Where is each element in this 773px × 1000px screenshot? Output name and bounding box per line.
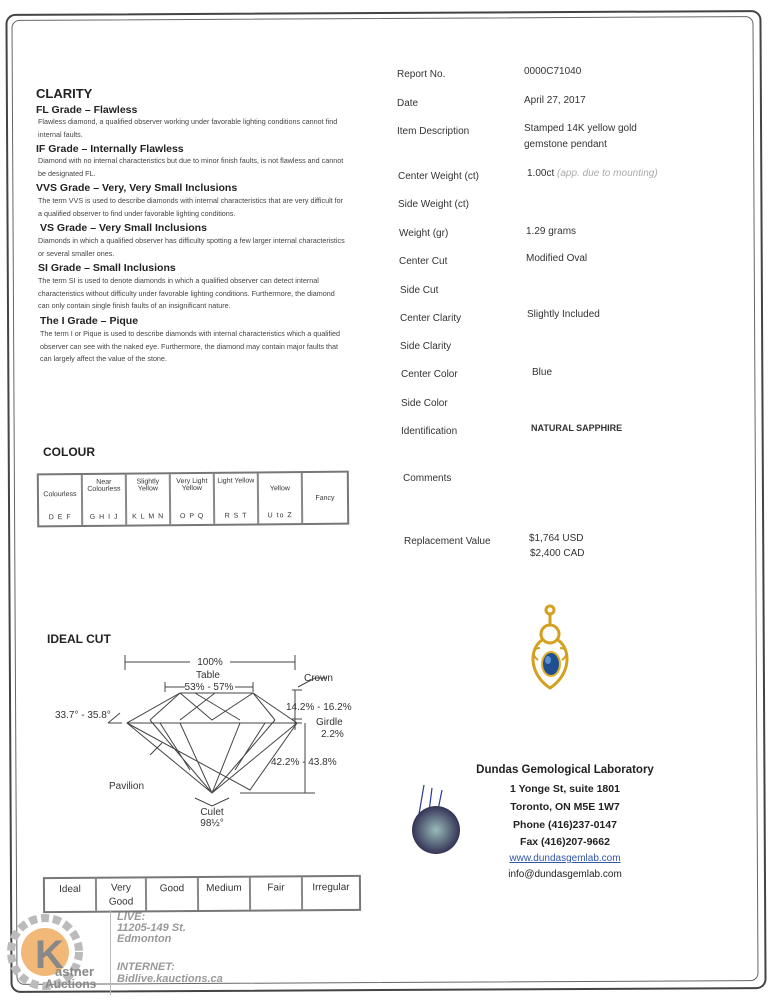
colour-name: Slightly Yellow (136, 478, 160, 493)
lab-name: Dundas Gemological Laboratory (476, 764, 654, 776)
colour-letters: O P Q (179, 512, 205, 521)
colour-cell (303, 473, 347, 523)
colour-name: Near Colourless (87, 478, 121, 493)
grade-fl: FL Grade – Flawless (36, 104, 138, 116)
colour-cell (83, 475, 127, 525)
center-weight-label: Center Weight (ct) (398, 171, 479, 182)
colour-name: Very Light Yellow (176, 477, 208, 493)
cut-grade-cell: Ideal (45, 879, 97, 911)
girdle-label: Girdle (316, 717, 343, 728)
colour-name: Yellow (269, 485, 290, 493)
colour-letters: D E F (48, 514, 72, 522)
grade-i-desc: The term I or Pique is used to describe diamonds with internal characteristics which a qualified observer can see with the naked eye. Furthermore, the diamond may contain major faults that can largely affect the value of the stone. (40, 329, 341, 363)
diameter-label: 100% (197, 657, 223, 668)
ideal-cut-title: IDEAL CUT (47, 632, 111, 646)
lab-website-link[interactable]: www.dundasgemlab.com (509, 853, 621, 864)
colour-name: Colourless (43, 491, 77, 499)
table-value: 53% - 57% (184, 682, 234, 693)
watermark-live-label: LIVE: (117, 911, 146, 923)
diamond-diagram (40, 630, 370, 830)
colour-letters: U to Z (267, 512, 293, 520)
lab-email: info@dundasgemlab.com (508, 869, 622, 880)
crown-label: Crown (304, 673, 333, 684)
colour-cell (127, 474, 171, 524)
item-description-value: Stamped 14K yellow gold (524, 123, 637, 134)
lab-address2: Toronto, ON M5E 1W7 (510, 801, 620, 813)
svg-text:Auctions: Auctions (45, 977, 97, 990)
colour-cell (39, 475, 83, 525)
center-cut-value: Modified Oval (526, 253, 588, 264)
hologram-seal-icon (400, 780, 475, 855)
weight-value: 1.29 grams (526, 226, 577, 237)
grade-vvs: VVS Grade – Very, Very Small Inclusions (36, 182, 238, 194)
grade-vvs-desc: The term VVS is used to describe diamonds with internal characteristics that are very difficult for a qualified observer to find under favorable lighting conditions. (38, 196, 344, 218)
crown-height: 14.2% - 16.2% (286, 702, 352, 713)
pendant-photo (520, 600, 590, 700)
pavilion-depth: 42.2% - 43.8% (271, 757, 337, 768)
grade-if: IF Grade – Internally Flawless (36, 143, 184, 155)
girdle-value: 2.2% (321, 729, 344, 740)
clarity-title: CLARITY (36, 86, 93, 101)
grade-vs-desc: Diamonds in which a qualified observer has difficulty spotting a few larger internal characteristics or several smaller ones. (38, 236, 345, 258)
grade-i: The I Grade – Pique (40, 315, 139, 327)
culet-angle: 98½° (200, 818, 224, 829)
colour-letters: K L M N (132, 513, 165, 521)
lab-address1: 1 Yonge St, suite 1801 (510, 783, 620, 795)
cut-grade-cell: Irregular (312, 881, 350, 894)
weight-label: Weight (gr) (399, 228, 449, 239)
watermark-internet-label: INTERNET: (117, 961, 175, 973)
grade-if-desc: Diamond with no internal characteristics but due to minor finish faults, is not flawless and cannot be designated FL. (38, 156, 344, 178)
cut-grade-cell: Fair (251, 877, 303, 909)
watermark-live-address2: Edmonton (117, 933, 172, 945)
report-no-label: Report No. (397, 69, 446, 80)
center-cut-label: Center Cut (399, 256, 448, 267)
comments-label: Comments (403, 473, 452, 484)
center-weight-note: (app. due to mounting) (557, 168, 658, 179)
colour-scale-table (37, 471, 349, 528)
colour-cell (259, 473, 303, 523)
culet-label: Culet (200, 807, 224, 818)
identification-label: Identification (401, 426, 458, 437)
replacement-value-usd: $1,764 USD (529, 533, 584, 544)
identification-value: NATURAL SAPPHIRE (531, 423, 623, 433)
center-clarity-label: Center Clarity (400, 313, 462, 324)
pavilion-label: Pavilion (109, 781, 145, 792)
colour-letters: R S T (224, 512, 248, 520)
cut-grade-table (43, 875, 361, 913)
colour-letters: G H I J (89, 513, 119, 521)
table-label: Table (196, 670, 220, 681)
cut-grade-cell: Very Good (97, 878, 147, 910)
colour-name: Fancy (315, 494, 335, 502)
replacement-value-cad: $2,400 CAD (530, 548, 585, 559)
grade-si: SI Grade – Small Inclusions (38, 262, 176, 274)
cut-grade-cell: Medium (199, 878, 251, 910)
item-description-value2: gemstone pendant (524, 139, 607, 150)
colour-cell (171, 474, 215, 524)
lab-fax: Fax (416)207-9662 (520, 836, 610, 848)
center-weight-value: 1.00ct (527, 168, 555, 179)
watermark-divider (110, 910, 111, 995)
watermark-live-address1: 11205-149 St. (117, 922, 186, 934)
svg-text:astner: astner (55, 964, 95, 979)
item-description-label: Item Description (397, 126, 470, 137)
center-clarity-value: Slightly Included (527, 309, 600, 320)
grade-fl-desc: Flawless diamond, a qualified observer working under favorable lighting conditions cannot find internal faults. (38, 117, 338, 139)
colour-name: Light Yellow (217, 477, 255, 485)
date-value: April 27, 2017 (524, 95, 586, 106)
watermark-internet-url: Bidlive.kauctions.ca (117, 973, 223, 985)
svg-text:K: K (35, 933, 64, 977)
side-cut-label: Side Cut (400, 285, 439, 296)
kastner-auctions-logo (5, 910, 115, 990)
colour-cell (215, 473, 259, 523)
lab-phone: Phone (416)237-0147 (513, 819, 617, 831)
center-color-label: Center Color (401, 369, 458, 380)
cut-grade-cell: Good (147, 878, 199, 910)
replacement-value-label: Replacement Value (404, 536, 491, 547)
side-weight-label: Side Weight (ct) (398, 199, 469, 210)
report-no-value: 0000C71040 (524, 66, 582, 77)
center-color-value: Blue (532, 367, 553, 378)
date-label: Date (397, 98, 419, 109)
grade-si-desc: The term SI is used to denote diamonds in which a qualified observer can detect internal characteristics without difficulty under favorable lighting conditions. Furthermore, the diamond can only contain single finish faults of an insignificant nature. (38, 276, 335, 310)
side-color-label: Side Color (401, 398, 448, 409)
side-clarity-label: Side Clarity (400, 341, 452, 352)
grade-vs: VS Grade – Very Small Inclusions (40, 222, 207, 234)
crown-angle: 33.7° - 35.8° (55, 710, 111, 721)
colour-title: COLOUR (43, 445, 95, 459)
